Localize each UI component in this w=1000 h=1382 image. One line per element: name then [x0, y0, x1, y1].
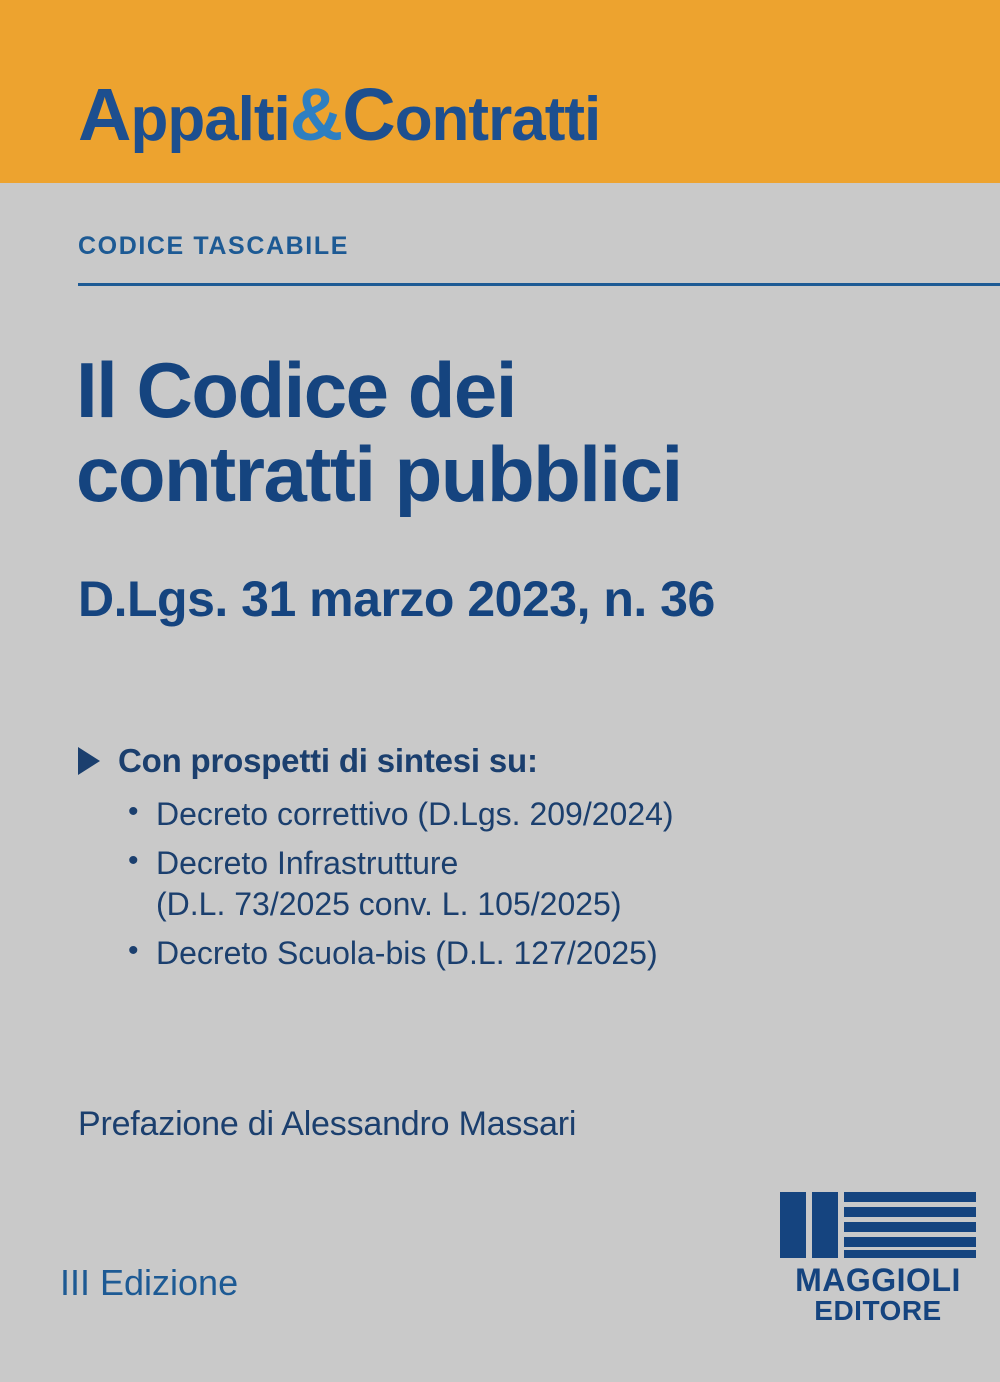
- edition-label: III Edizione: [60, 1262, 239, 1303]
- brand-part2: ontratti: [394, 85, 601, 154]
- brand-banner: [0, 0, 1000, 183]
- brand-title: [78, 73, 601, 156]
- publisher-name: MAGGIOLI: [795, 1262, 961, 1298]
- preface-credit: Prefazione di Alessandro Massari: [78, 1105, 577, 1143]
- page-subtitle: D.Lgs. 31 marzo 2023, n. 36: [78, 571, 715, 627]
- highlights-heading: Con prospetti di sintesi su:: [118, 742, 538, 779]
- highlights-heading-row: [78, 742, 938, 780]
- highlights-block: [78, 742, 938, 982]
- brand-part2-capital: C: [342, 73, 395, 156]
- publisher-logo: [768, 1192, 988, 1325]
- highlights-list: [78, 794, 938, 974]
- publisher-subtitle: EDITORE: [814, 1295, 942, 1326]
- page-title: [76, 346, 956, 519]
- list-item-text: Decreto correttivo (D.Lgs. 209/2024): [156, 796, 674, 832]
- brand-ampersand: &: [289, 73, 343, 156]
- list-item: [126, 843, 938, 925]
- triangle-bullet-icon: [78, 747, 100, 775]
- brand-part1: ppalti: [130, 85, 290, 154]
- maggioli-logo-icon: [780, 1192, 976, 1258]
- header-divider: [78, 283, 1000, 286]
- list-item-continuation: (D.L. 73/2025 conv. L. 105/2025): [156, 885, 622, 922]
- title-line-2: contratti pubblici: [76, 430, 682, 519]
- title-line-1: Il Codice dei: [76, 346, 516, 434]
- list-item: [126, 933, 938, 974]
- series-label: CODICE TASCABILE: [78, 232, 349, 260]
- list-item: [126, 794, 938, 835]
- list-item-text: Decreto Scuola-bis (D.L. 127/2025): [156, 934, 658, 971]
- list-item-text: Decreto Infrastrutture: [156, 844, 459, 881]
- brand-part1-capital: A: [78, 73, 131, 156]
